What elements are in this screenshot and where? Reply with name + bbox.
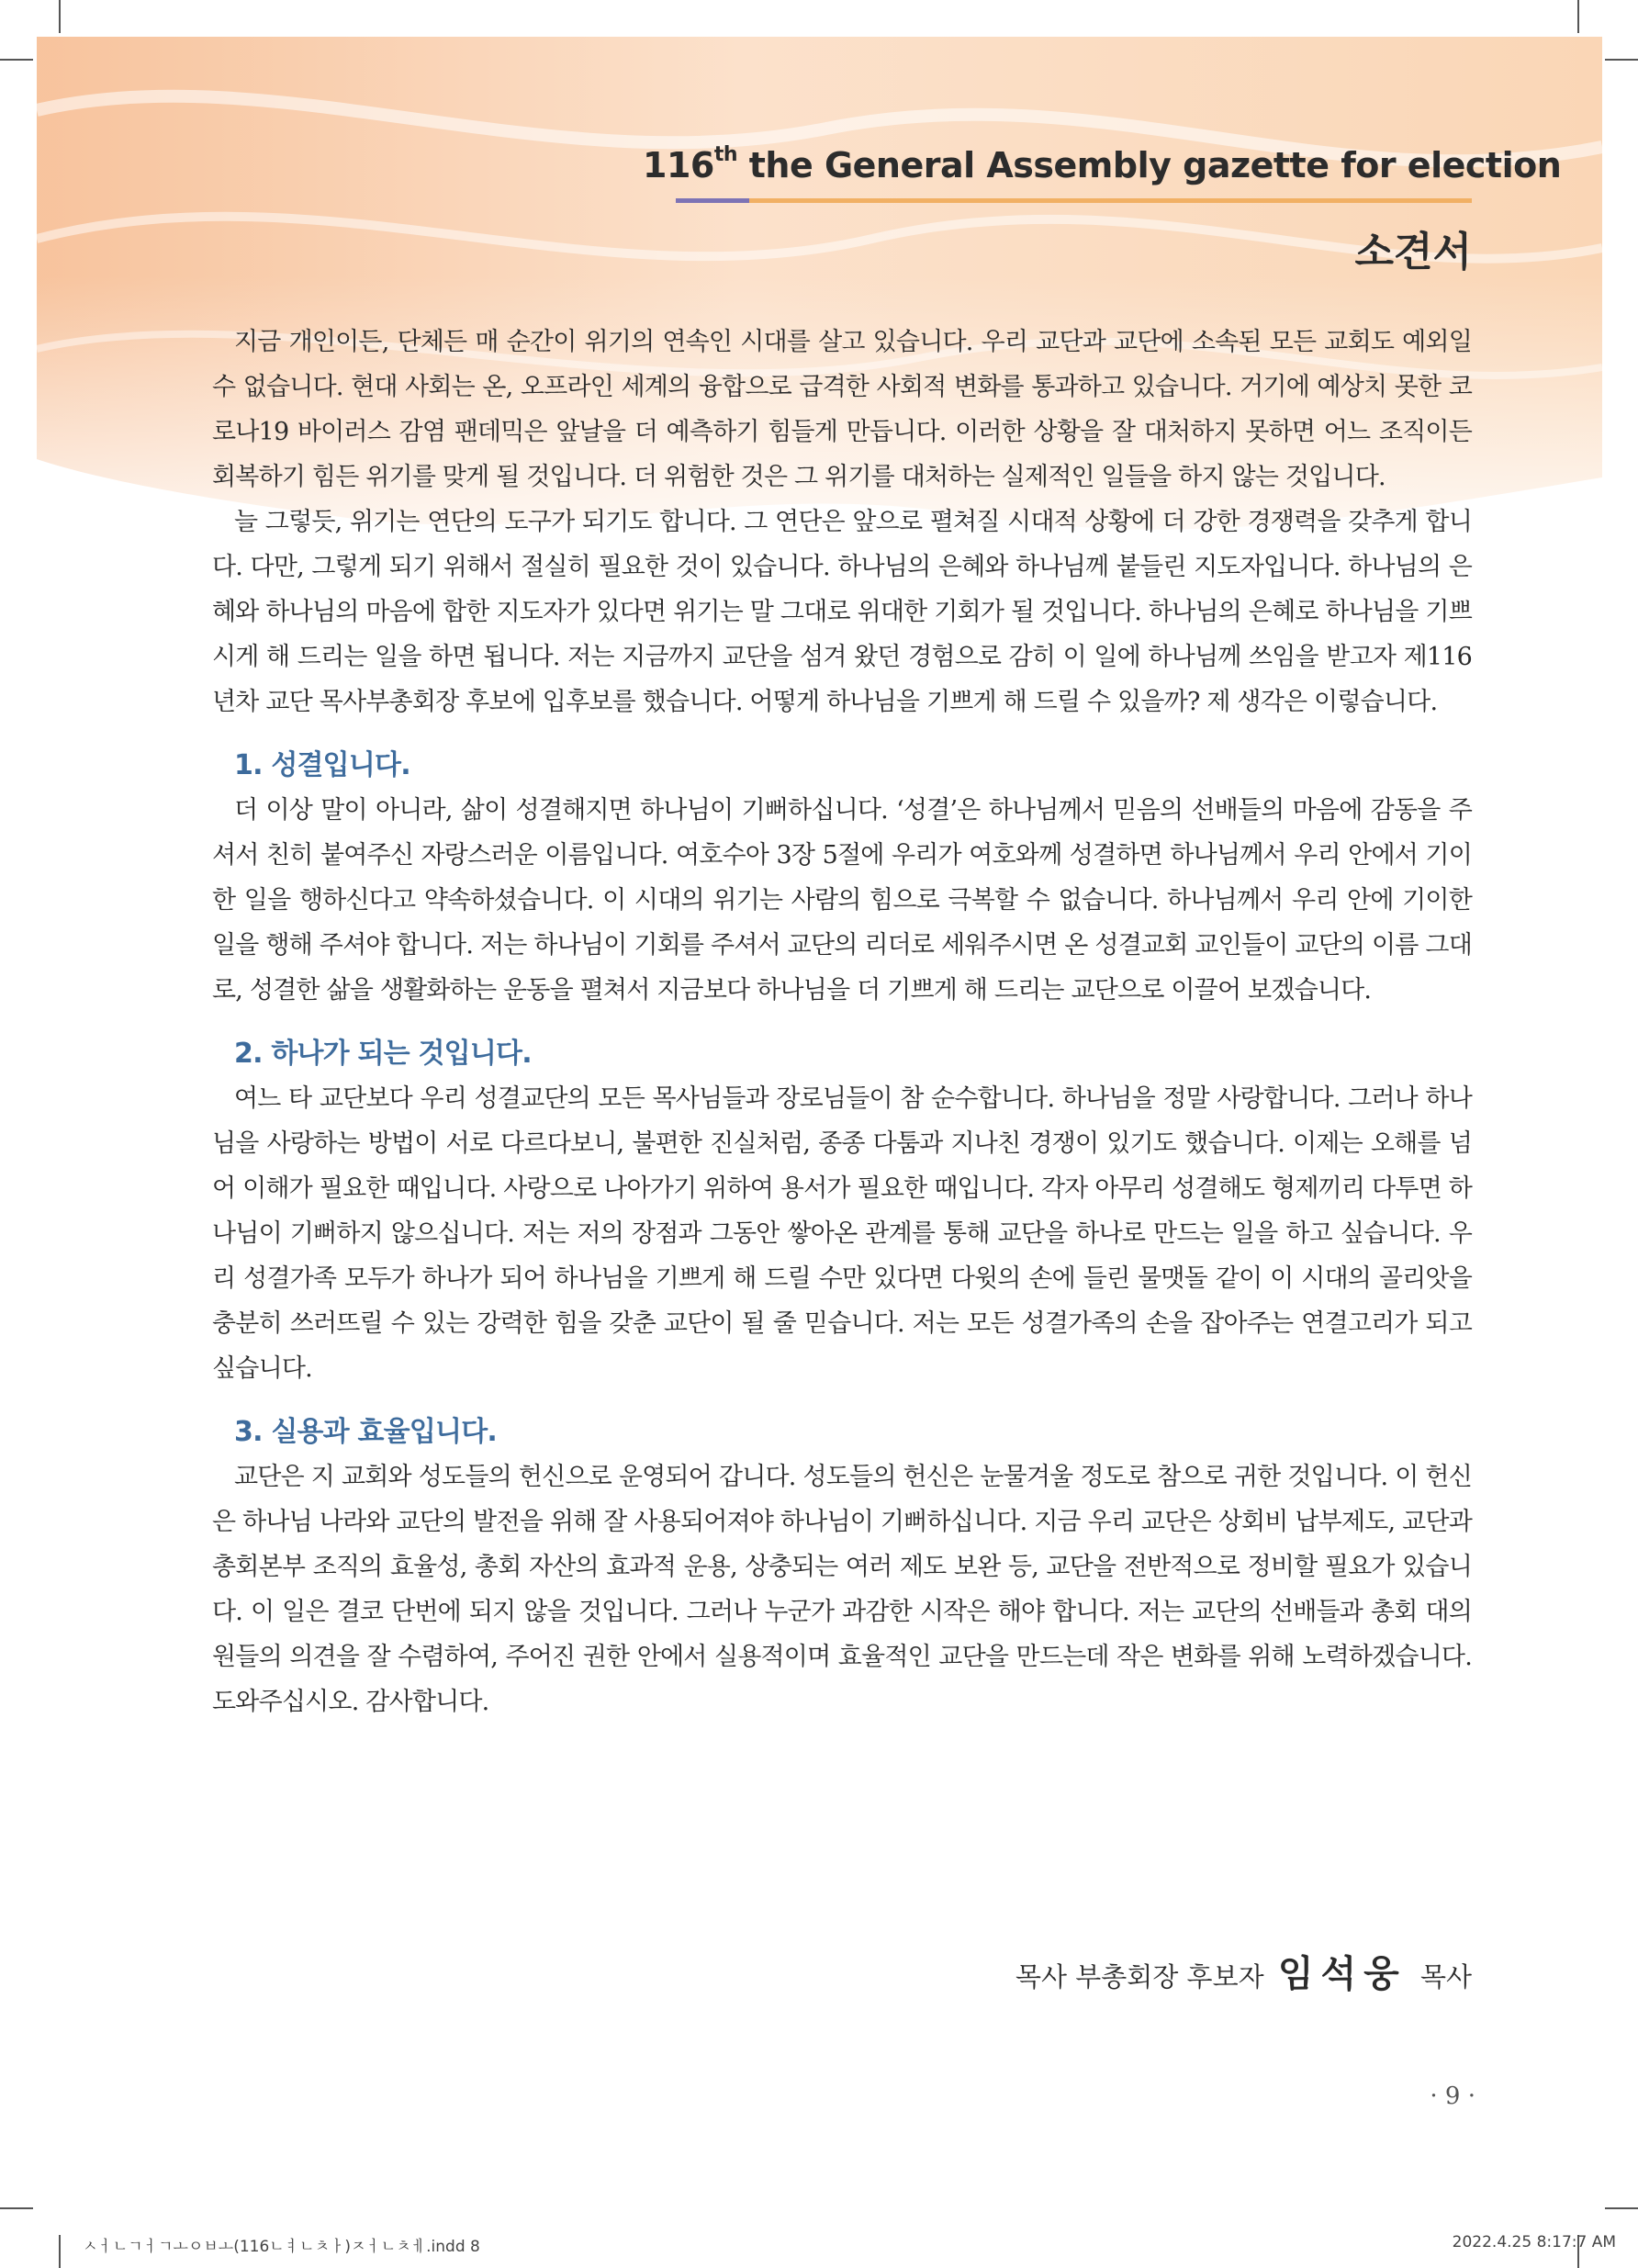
- crop-mark-top-left-v: [59, 0, 61, 33]
- signature-prefix: 목사 부총회장 후보자: [1015, 1961, 1264, 1993]
- slug-timestamp: 2022.4.25 8:17:7 AM: [1452, 2233, 1616, 2251]
- crop-mark-bottom-right-h: [1605, 2207, 1638, 2209]
- gazette-number: 116: [643, 145, 714, 185]
- gazette-number-suffix: th: [713, 143, 738, 166]
- crop-mark-top-right-h: [1605, 59, 1638, 61]
- section-heading-2: 2. 하나가 되는 것입니다.: [234, 1038, 532, 1070]
- gazette-title: [643, 145, 1561, 185]
- crop-mark-bottom-left-h: [0, 2207, 33, 2209]
- section-paragraph-3: 교단은 지 교회와 성도들의 헌신으로 운영되어 갑니다. 성도들의 헌신은 눈물겨울 정도로 참으로 귀한 것입니다. 이 헌신은 하나님 나라와 교단의 발전을 위해 잘 사용되어져야 하나님이 기뻐하십니다. 지금 우리 교단은 상회비 납부제도, 교단과 총회본부 조직의 효율성, 총회 자산의 효과적 운용, 상충되는 여러 제도 보완 등, 교단을 전반적으로 정비할 필요가 있습니다. 이 일은 결코 단번에 되지 않을 것입니다. 그러나 누군가 과감한 시작은 해야 합니다. 저는 교단의 선배들과 총회 대의원들의 의견을 잘 수렴하여, 주어진 권한 안에서 실용적이며 효율적인 교단을 만드는데 작은 변화를 위해 노력하겠습니다. 도와주십시오. 감사합니다.: [212, 1463, 1472, 1716]
- crop-mark-top-right-v: [1577, 0, 1579, 33]
- slug-filename: ㅅㅓㄴㄱㅓㄱㅗㅇㅂㅗ(116ㄴㅕㄴㅊㅏ)ㅈㅓㄴㅊㅔ.indd 8: [83, 2238, 480, 2256]
- gazette-title-text: the General Assembly gazette for election: [737, 145, 1562, 185]
- section-heading-3: 3. 실용과 효율입니다.: [234, 1416, 497, 1448]
- candidate-name: 임석웅: [1277, 1952, 1407, 1995]
- document-title: 소견서: [1354, 229, 1472, 275]
- page-header: [643, 143, 1562, 275]
- intro-paragraph-1: 지금 개인이든, 단체든 매 순간이 위기의 연속인 시대를 살고 있습니다. 우리 교단과 교단에 소속된 모든 교회도 예외일 수 없습니다. 현대 사회는 온, 오프라인 세계의 융합으로 급격한 사회적 변화를 통과하고 있습니다. 거기에 예상치 못한 코로나19 바이러스 감염 팬데믹은 앞날을 더 예측하기 힘들게 만듭니다. 이러한 상황을 잘 대처하지 못하면 어느 조직이든 회복하기 힘든 위기를 맞게 될 것입니다. 더 위험한 것은 그 위기를 대처하는 실제적인 일들을 하지 않는 것입니다.: [212, 328, 1472, 491]
- section-paragraph-2: 여느 타 교단보다 우리 성결교단의 모든 목사님들과 장로님들이 참 순수합니다. 하나님을 정말 사랑합니다. 그러나 하나님을 사랑하는 방법이 서로 다르다보니, 불편한 진실처럼, 종종 다툼과 지나친 경쟁이 있기도 했습니다. 이제는 오해를 넘어 이해가 필요한 때입니다. 사랑으로 나아가기 위하여 용서가 필요한 때입니다. 각자 아무리 성결해도 형제끼리 다투면 하나님이 기뻐하지 않으십니다. 저는 저의 장점과 그동안 쌓아온 관계를 통해 교단을 하나로 만드는 일을 하고 싶습니다. 우리 성결가족 모두가 하나가 되어 하나님을 기쁘게 해 드릴 수만 있다면 다윗의 손에 들린 물맷돌 같이 이 시대의 골리앗을 충분히 쓰러뜨릴 수 있는 강력한 힘을 갖춘 교단이 될 줄 믿습니다. 저는 모든 성결가족의 손을 잡아주는 연결고리가 되고 싶습니다.: [212, 1084, 1472, 1383]
- intro-paragraph-2: 늘 그렇듯, 위기는 연단의 도구가 되기도 합니다. 그 연단은 앞으로 펼쳐질 시대적 상황에 더 강한 경쟁력을 갖추게 합니다. 다만, 그렇게 되기 위해서 절실히 필요한 것이 있습니다. 하나님의 은혜와 하나님께 붙들린 지도자입니다. 하나님의 은혜와 하나님의 마음에 합한 지도자가 있다면 위기는 말 그대로 위대한 기회가 될 것입니다. 하나님의 은혜로 하나님을 기쁘시게 해 드리는 일을 하면 됩니다. 저는 지금까지 교단을 섬겨 왔던 경험으로 감히 이 일에 하나님께 쓰임을 받고자 제116년차 교단 목사부총회장 후보에 입후보를 했습니다. 어떻게 하나님을 기쁘게 해 드릴 수 있을까? 제 생각은 이렇습니다.: [212, 508, 1472, 716]
- crop-mark-top-left-h: [0, 59, 33, 61]
- page-number: · 9 ·: [1430, 2083, 1475, 2110]
- section-heading-1: 1. 성결입니다.: [234, 749, 410, 781]
- crop-mark-bottom-left-v: [59, 2235, 61, 2268]
- title-underline-rule: [676, 198, 1472, 203]
- statement-body: [212, 320, 1472, 1724]
- signature-line: [1015, 1945, 1472, 1997]
- signature-suffix: 목사: [1419, 1961, 1472, 1993]
- section-paragraph-1: 더 이상 말이 아니라, 삶이 성결해지면 하나님이 기뻐하십니다. ‘성결’은 하나님께서 믿음의 선배들의 마음에 감동을 주셔서 친히 붙여주신 자랑스러운 이름입니다. 여호수아 3장 5절에 우리가 여호와께 성결하면 하나님께서 우리 안에서 기이한 일을 행하신다고 약속하셨습니다. 이 시대의 위기는 사람의 힘으로 극복할 수 없습니다. 하나님께서 우리 안에 기이한 일을 행해 주셔야 합니다. 저는 하나님이 기회를 주셔서 교단의 리더로 세워주시면 온 성결교회 교인들이 교단의 이름 그대로, 성결한 삶을 생활화하는 운동을 펼쳐서 지금보다 하나님을 더 기쁘게 해 드리는 교단으로 이끌어 보겠습니다.: [212, 796, 1472, 1005]
